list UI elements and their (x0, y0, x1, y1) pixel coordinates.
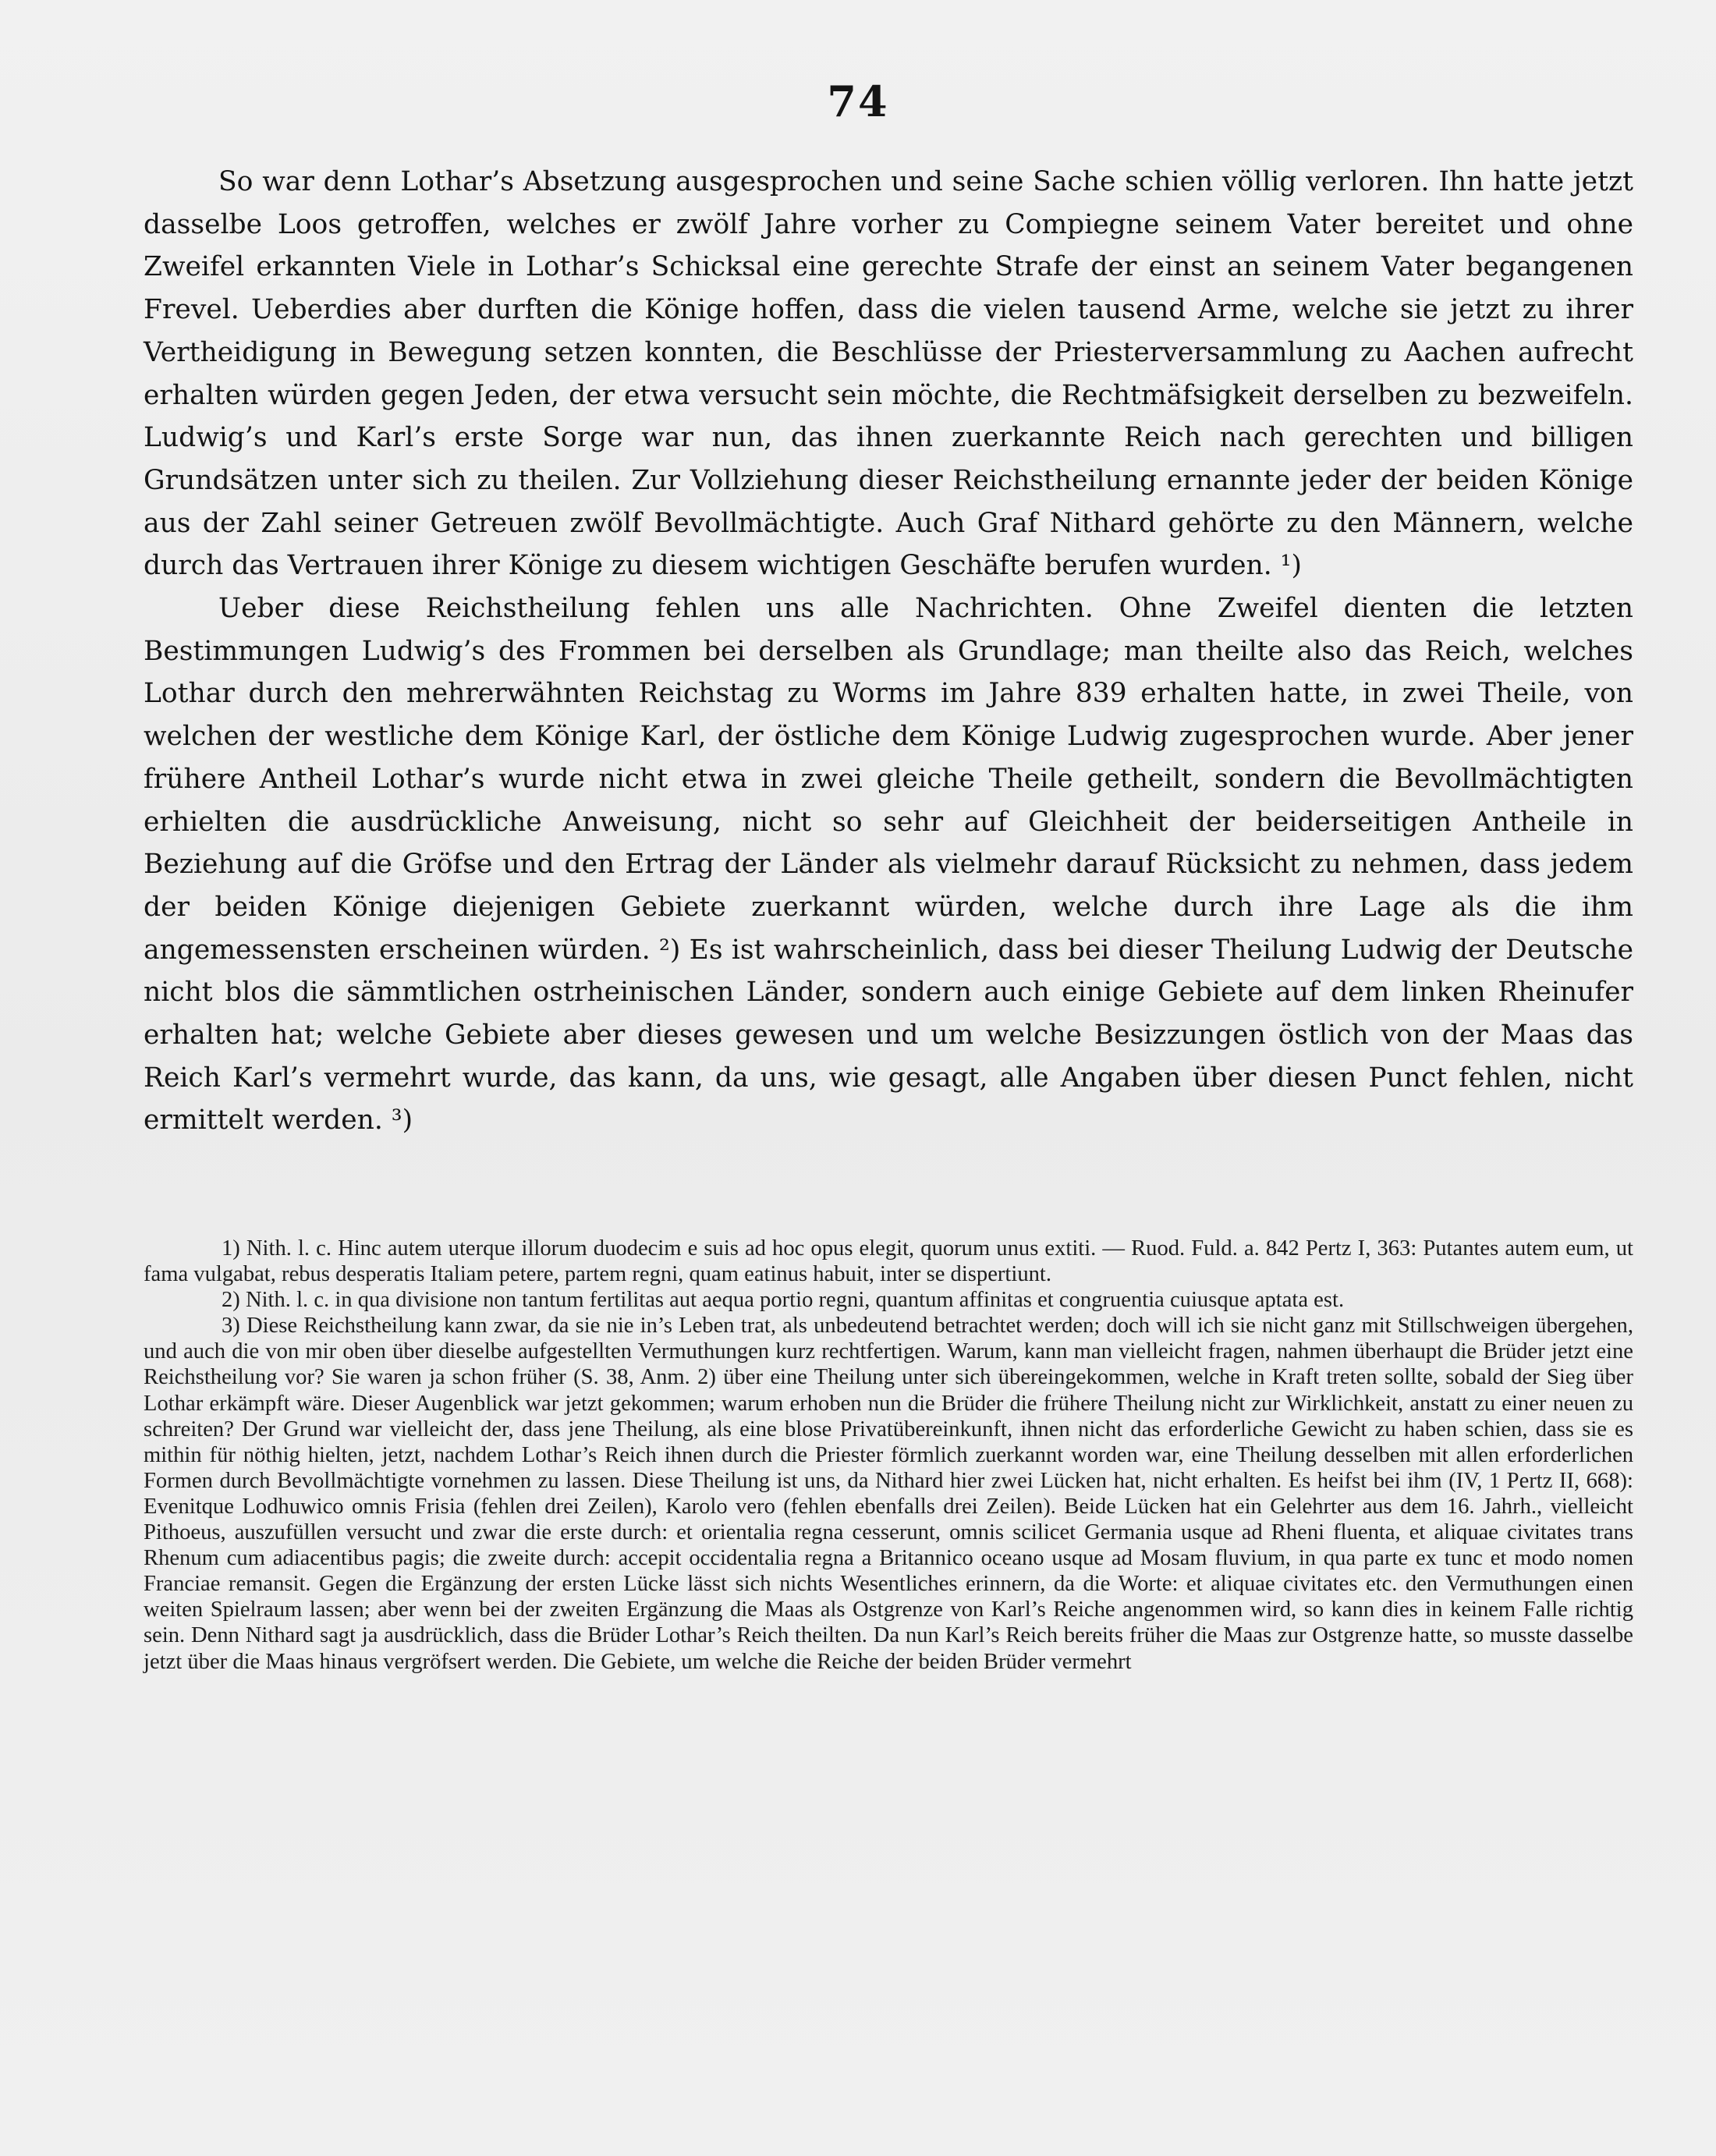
paragraph: So war denn Lothar’s Absetzung ausgesprochen und seine Sache schien völlig verloren. Ihn hatte jetzt dasselbe Loos getroffen, welches er zwölf Jahre vorher zu Compiegne seinem Vater bereitet und ohne Zweifel erkannten Viele in Lothar’s Schicksal eine gerechte Strafe der einst an seinem Vater begangenen Frevel. Ueberdies aber durften die Könige hoffen, dass die vielen tausend Arme, welche sie jetzt zu ihrer Vertheidigung in Bewegung setzen konnten, die Beschlüsse der Priesterversammlung zu Aachen aufrecht erhalten würden gegen Jeden, der etwa versucht sein möchte, die Rechtmäfsigkeit derselben zu bezweifeln. Ludwig’s und Karl’s erste Sorge war nun, das ihnen zuerkannte Reich nach gerechten und billigen Grundsätzen unter sich zu theilen. Zur Vollziehung dieser Reichstheilung ernannte jeder der beiden Könige aus der Zahl seiner Getreuen zwölf Bevollmächtigte. Auch Graf Nithard gehörte zu den Männern, welche durch das Vertrauen ihrer Könige zu diesem wichtigen Geschäfte berufen wurden. ¹) (144, 166, 1633, 582)
main-text (144, 161, 1633, 1142)
paragraph: Ueber diese Reichstheilung fehlen uns alle Nachrichten. Ohne Zweifel dienten die letzten Bestimmungen Ludwig’s des Frommen bei derselben als Grundlage; man theilte also das Reich, welches Lothar durch den mehrerwähnten Reichstag zu Worms im Jahre 839 erhalten hatte, in zwei Theile, von welchen der westliche dem Könige Karl, der östliche dem Könige Ludwig zugesprochen wurde. Aber jener frühere Antheil Lothar’s wurde nicht etwa in zwei gleiche Theile getheilt, sondern die Bevollmächtigten erhielten die ausdrückliche Anweisung, nicht so sehr auf Gleichheit der beiderseitigen Antheile in Beziehung auf die Gröfse und den Ertrag der Länder als vielmehr darauf Rücksicht zu nehmen, dass jedem der beiden Könige diejenigen Gebiete zuerkannt würden, welche durch ihre Lage als die ihm angemessensten erscheinen würden. ²) Es ist wahrscheinlich, dass bei dieser Theilung Ludwig der Deutsche nicht blos die sämmtlichen ostrheinischen Länder, sondern auch einige Gebiete auf dem linken Rheinufer erhalten hat; welche Gebiete aber dieses gewesen und um welche Besizzungen östlich von der Maas das Reich Karl’s vermehrt wurde, das kann, da uns, wie gesagt, alle Angaben über diesen Punct fehlen, nicht ermittelt werden. ³) (144, 593, 1633, 1137)
page-number: 74 (827, 76, 889, 126)
footnote: 3) Diese Reichstheilung kann zwar, da sie nie in’s Leben trat, als unbedeutend betrachtet werden; doch will ich sie nicht ganz mit Stillschweigen übergehen, und auch die von mir oben über dieselbe aufgestellten Vermuthungen kurz rechtfertigen. Warum, kann man vielleicht fragen, nahmen überhaupt die Brüder jetzt eine Reichstheilung vor? Sie waren ja schon früher (S. 38, Anm. 2) über eine Theilung unter sich übereingekommen, welche in Kraft treten sollte, sobald der Sieg über Lothar erkämpft wäre. Dieser Augenblick war jetzt gekommen; warum erhoben nun die Brüder die frühere Theilung nicht zur Wirklichkeit, anstatt zu einer neuen zu schreiten? Der Grund war vielleicht der, dass jene Theilung, als eine blose Privatübereinkunft, ihnen nicht das erforderliche Gewicht zu haben schien, dass sie es mithin für nöthig hielten, jetzt, nachdem Lothar’s Reich ihnen durch die Priester förmlich zuerkannt worden war, eine Theilung desselben mit allen erforderlichen Formen durch Bevollmächtigte vornehmen zu lassen. Diese Theilung ist uns, da Nithard hier zwei Lücken hat, nicht erhalten. Es heifst bei ihm (IV, 1 Pertz II, 668): Evenitque Lodhuwico omnis Frisia (fehlen drei Zeilen), Karolo vero (fehlen ebenfalls drei Zeilen). Beide Lücken hat ein Gelehrter aus dem 16. Jahrh., vielleicht Pithoeus, auszufüllen versucht und zwar die erste durch: et orientalia regna cesserunt, omnis scilicet Germania usque ad Rheni fluenta, et aliquae civitates trans Rhenum cum adiacentibus pagis; die zweite durch: accepit occidentalia regna a Britannico oceano usque ad Mosam fluvium, in qua parte ex tunc et modo nomen Franciae remansit. Gegen die Ergänzung der ersten Lücke lässt sich nichts Wesentliches erinnern, da die Worte: et aliquae civitates etc. den Vermuthungen einen weiten Spielraum lassen; aber wenn bei der zweiten Ergänzung die Maas als Ostgrenze von Karl’s Reiche angenommen wird, so kann dies in keinem Falle richtig sein. Denn Nithard sagt ja ausdrücklich, dass die Brüder Lothar’s Reich theilten. Da nun Karl’s Reich bereits früher die Maas zur Ostgrenze hatte, so musste dasselbe jetzt über die Maas hinaus vergröfsert werden. Die Gebiete, um welche die Reiche der beiden Brüder vermehrt (144, 1314, 1633, 1674)
footnote: 2) Nith. l. c. in qua divisione non tantum fertilitas aut aequa portio regni, quantum affinitas et congruentia cuiusque aptata est. (222, 1288, 1345, 1313)
footnotes (144, 1236, 1633, 1675)
footnote: 1) Nith. l. c. Hinc autem uterque illorum duodecim e suis ad hoc opus elegit, quorum unus extiti. — Ruod. Fuld. a. 842 Pertz I, 363: Putantes autem eum, ut fama vulgabat, rebus desperatis Italiam petere, partem regni, quam eatinus habuit, inter se dispertiunt. (144, 1236, 1633, 1287)
